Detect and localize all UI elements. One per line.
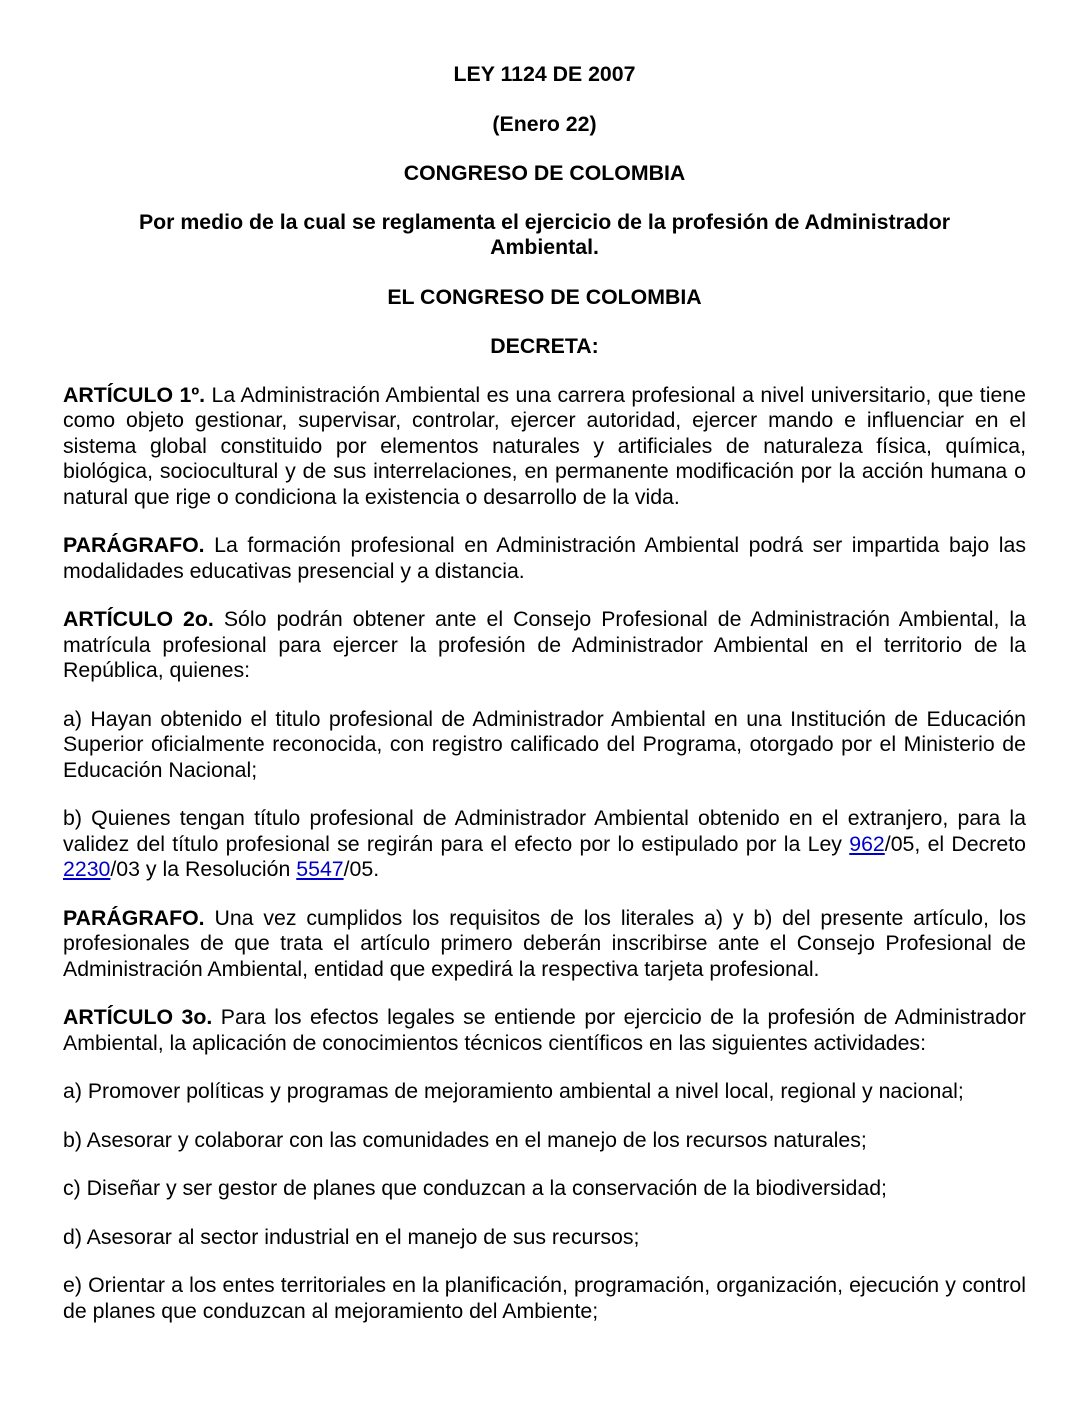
issuer: CONGRESO DE COLOMBIA	[403, 161, 686, 185]
article-3-label: ARTÍCULO 3o.	[63, 1005, 213, 1029]
paragraph-1-text: La formación profesional en Administración Ambiental podrá ser impartida bajo las modalidades educativas presencial y a distancia.	[63, 533, 1026, 583]
article-1-label: ARTÍCULO 1º.	[63, 382, 206, 407]
paragraph-1-label: PARÁGRAFO.	[63, 533, 205, 557]
decree-heading: DECRETA:	[490, 334, 599, 358]
item-b-text-2: /05, el Decreto	[884, 831, 1026, 856]
link-decreto-2230[interactable]: 2230	[63, 857, 111, 881]
article-2-item-b	[63, 806, 1026, 883]
article-3-text: Para los efectos legales se entiende por ejercicio de la profesión de Administrador Ambiental, la aplicación de conocimientos técnicos científicos en las siguientes actividades:	[63, 1005, 1026, 1055]
article-2-label: ARTÍCULO 2o.	[63, 607, 214, 631]
article-3-item-e: e) Orientar a los entes territoriales en la planificación, programación, organización, ejecución y control de planes que conduzcan al mejoramiento del Ambiente;	[63, 1273, 1026, 1323]
article-3-item-b: b) Asesorar y colaborar con las comunidades en el manejo de los recursos naturales;	[63, 1127, 867, 1152]
item-b-text-3: /03 y la Resolución	[110, 857, 297, 881]
article-3	[63, 1005, 1026, 1056]
article-2	[63, 607, 1026, 684]
article-3-item-d: d) Asesorar al sector industrial en el manejo de sus recursos;	[63, 1224, 640, 1249]
article-1	[63, 383, 1026, 511]
law-title: LEY 1124 DE 2007	[453, 62, 636, 86]
article-1-text: La Administración Ambiental es una carrera profesional a nivel universitario, que tiene como objeto gestionar, supervisar, controlar, ejercer autoridad, ejercer mando e influenciar en el sistema global constituido por elementos naturales y artificiales de naturaleza física, química, biológica, sociocultural y de sus interrelaciones, en permanente modificación por la acción humana o natural que rige o condiciona la existencia o desarrollo de la vida.	[63, 382, 1026, 509]
paragraph-2-label: PARÁGRAFO.	[63, 905, 205, 930]
article-2-item-a: a) Hayan obtenido el titulo profesional de Administrador Ambiental en una Institución de Educación Superior oficialmente reconocida, con registro calificado del Programa, otorgado por el Ministerio de Educación Nacional;	[63, 706, 1026, 782]
law-subject: Por medio de la cual se reglamenta el ejercicio de la profesión de Administrador Ambiental.	[138, 209, 951, 259]
link-resolucion-5547[interactable]: 5547	[296, 857, 344, 881]
article-3-item-c: c) Diseñar y ser gestor de planes que conduzcan a la conservación de la biodiversidad;	[63, 1176, 887, 1200]
paragraph-1	[63, 533, 1026, 584]
document-page	[63, 62, 1026, 1347]
paragraph-2-text: Una vez cumplidos los requisitos de los literales a) y b) del presente artículo, los profesionales de que trata el artículo primero deberán inscribirse ante el Consejo Profesional de Administración Ambiental, entidad que expedirá la respectiva tarjeta profesional.	[63, 905, 1026, 981]
law-date: (Enero 22)	[492, 111, 597, 136]
article-3-item-a: a) Promover políticas y programas de mejoramiento ambiental a nivel local, regional y nacional;	[63, 1079, 964, 1103]
item-b-text-1: b) Quienes tengan título profesional de Administrador Ambiental obtenido en el extranjero, para la validez del título profesional se regirán para el efecto por lo estipulado por la Ley	[63, 806, 1026, 856]
enacting-body: EL CONGRESO DE COLOMBIA	[387, 284, 702, 309]
item-b-text-4: /05.	[343, 857, 380, 881]
article-2-text: Sólo podrán obtener ante el Consejo Profesional de Administración Ambiental, la matrícula profesional para ejercer la profesión de Administrador Ambiental en el territorio de la República, quienes:	[63, 607, 1026, 682]
link-ley-962[interactable]: 962	[849, 831, 885, 856]
paragraph-2	[63, 906, 1026, 983]
